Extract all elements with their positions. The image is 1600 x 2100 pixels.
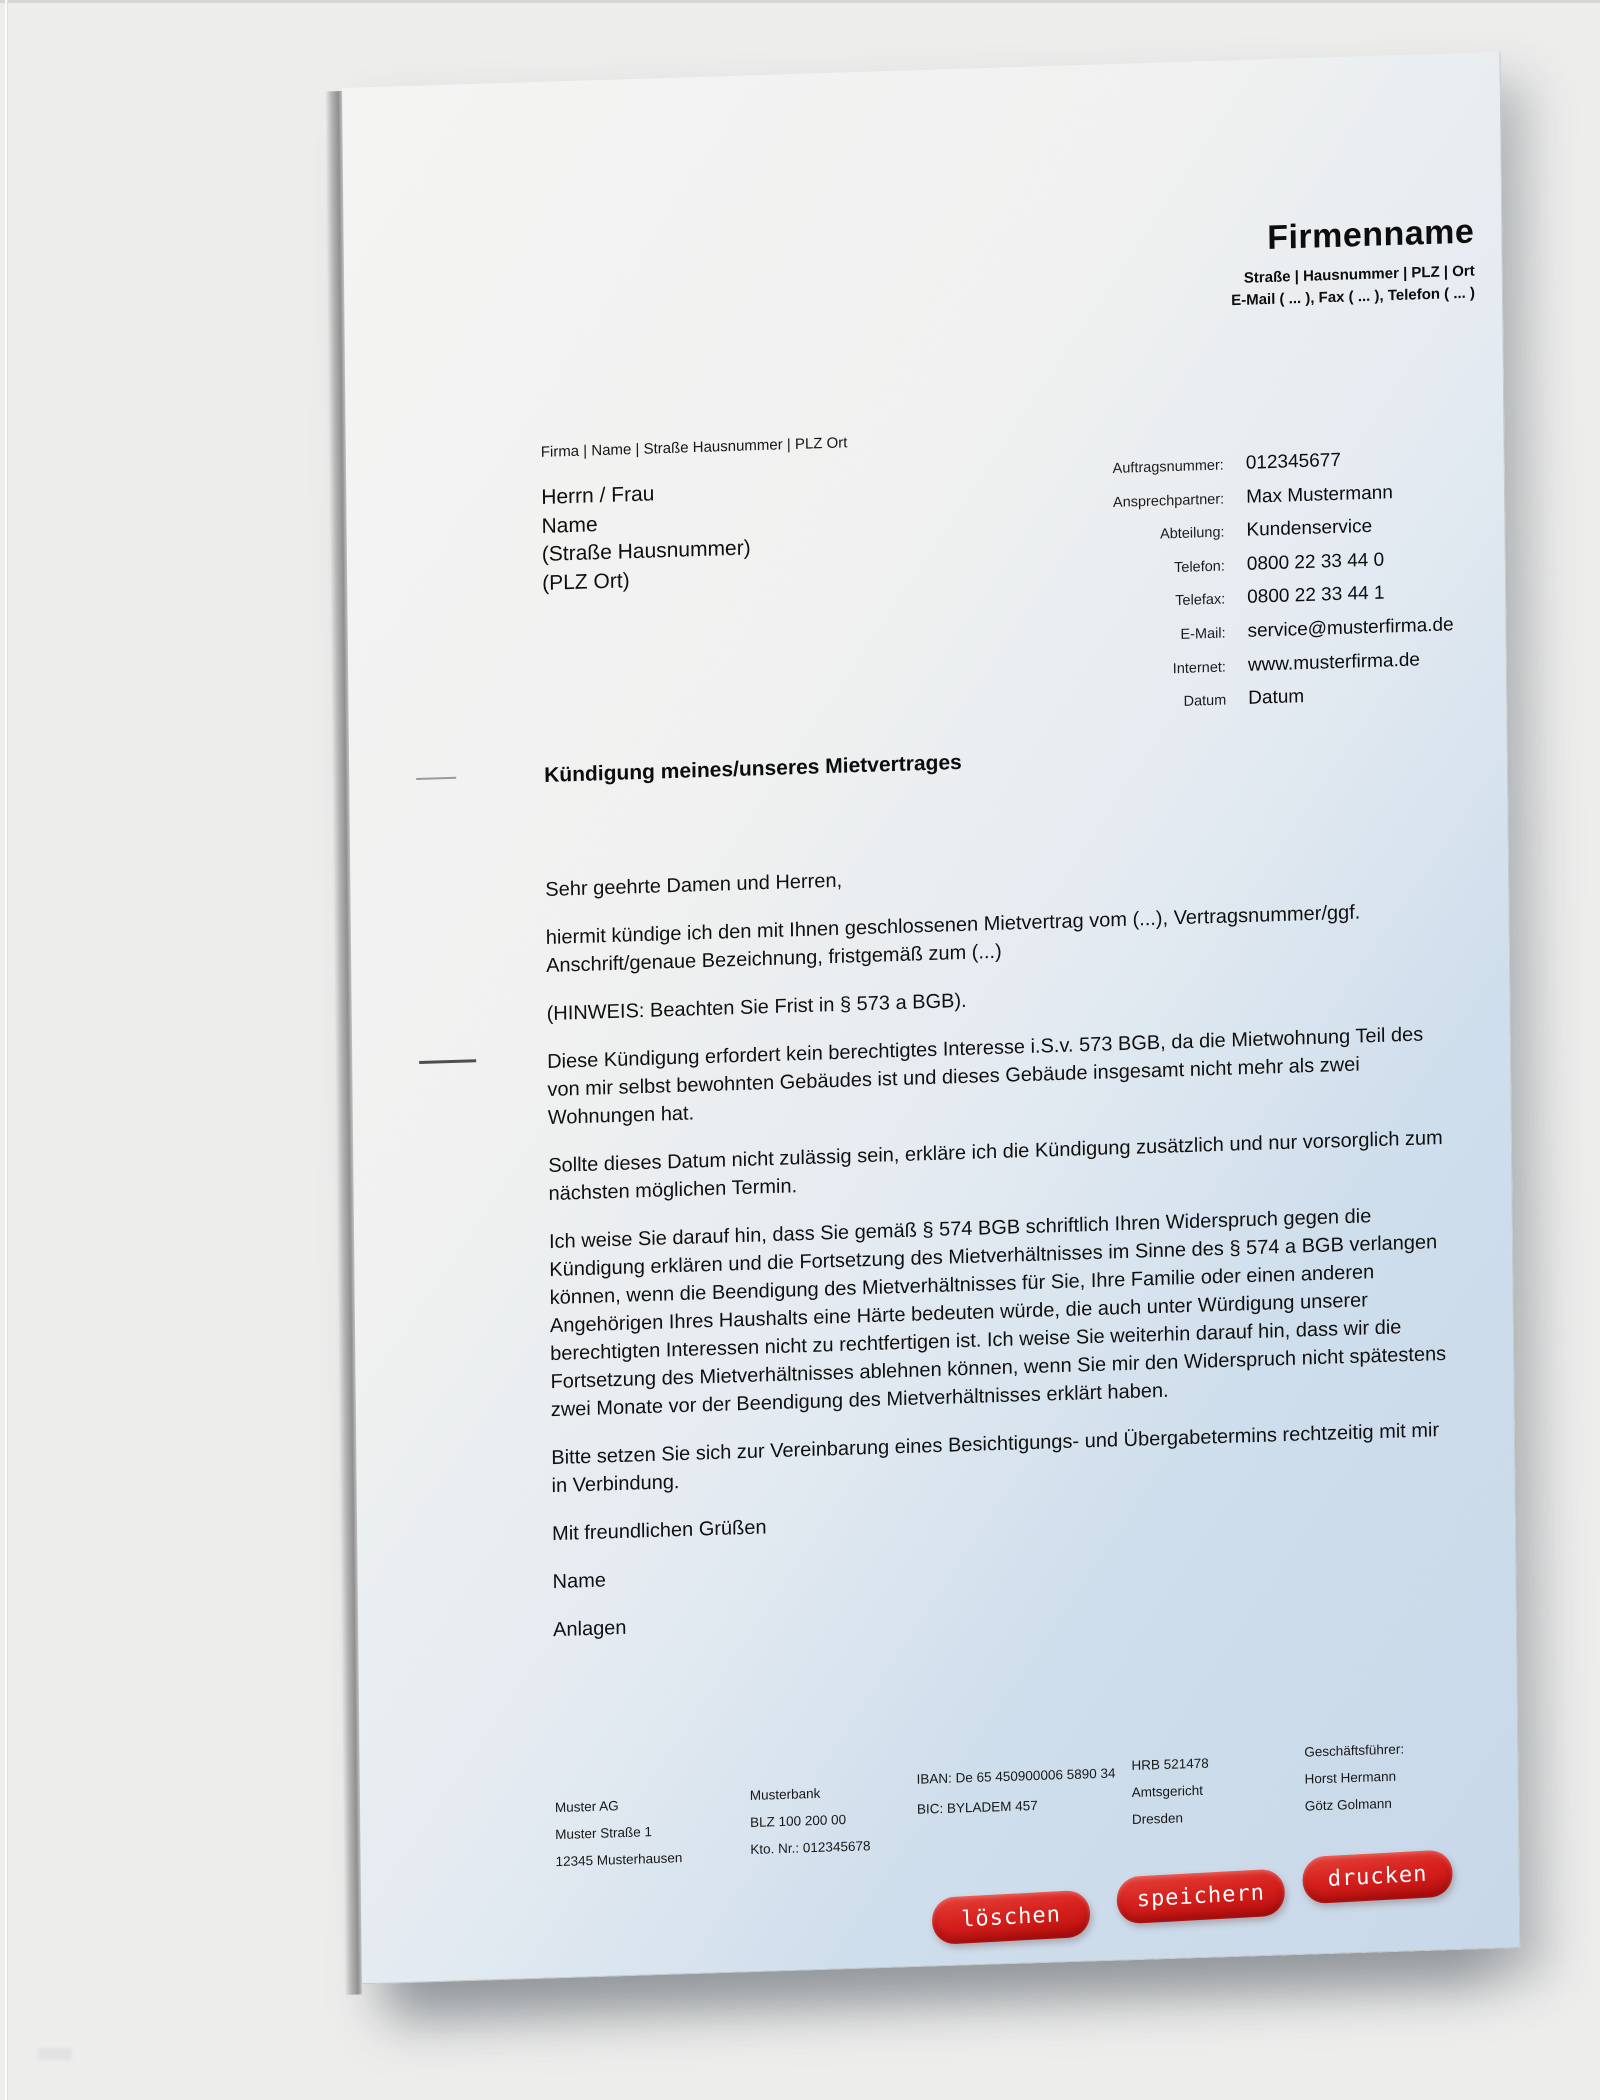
- footer-line: Amtsgericht: [1131, 1782, 1204, 1801]
- info-label: Auftragsnummer:: [1112, 457, 1224, 477]
- footer-column-company: [555, 1790, 683, 1875]
- signature-name: Name: [552, 1569, 607, 1594]
- corner-smudge: [38, 2048, 72, 2060]
- recipient-line: (PLZ Ort): [542, 568, 630, 595]
- print-button[interactable]: drucken: [1302, 1849, 1453, 1904]
- info-value: Max Mustermann: [1246, 481, 1393, 508]
- body-paragraph: Bitte setzen Sie sich zur Vereinbarung eines Besichtigungs- und Übergabetermins rechtzeitig mit mir in Verbindung.: [551, 1419, 1440, 1498]
- info-value: 0800 22 33 44 0: [1246, 549, 1385, 575]
- footer-line: Kto. Nr.: 012345678: [750, 1838, 871, 1858]
- footer-line: IBAN: De 65 450900006 5890 34: [916, 1765, 1116, 1787]
- footer-line: Horst Hermann: [1304, 1768, 1397, 1787]
- body-paragraph: Diese Kündigung erfordert kein berechtigtes Interesse i.S.v. 573 BGB, da die Mietwohnung Teil des von mir selbst bewohnten Gebäudes ist und dieses Gebäude insgesamt nicht mehr als zwei Wohnungen hat.: [547, 1023, 1424, 1130]
- body-paragraph: Ich weise Sie darauf hin, dass Sie gemäß § 574 BGB schriftlich Ihren Widerspruch gegen die Kündigung erklären und die Fortsetzung des Mietverhältnisses im Sinne des § 574 a BGB verlangen können, wenn die Beendigung des Mietverhältnisses für Sie, Ihre Familie oder einen anderen Angehörigen Ihres Haushalts eine Härte bedeuten würde, die auch unter Würdigung unserer berechtigten Interessen nicht zu rechtfertigen ist. Ich weise Sie weiterhin darauf hin, dass wir die Fortsetzung des Mietverhältnisses ablehnen können, wenn Sie mir den Widerspruch nicht spätestens zwei Monate vor der Beendigung des Mietverhältnisses erklärt haben.: [548, 1205, 1447, 1422]
- info-label: Internet:: [1172, 659, 1227, 677]
- body-paragraph: hiermit kündige ich den mit Ihnen geschlossenen Mietvertrag vom (...), Vertragsnummer/ggf. Anschrift/genaue Bezeichnung, fristgemäß zum (...): [545, 901, 1361, 978]
- body-paragraph: Sollte dieses Datum nicht zulässig sein, erkläre ich die Kündigung zusätzlich und nur vorsorglich zum nächsten möglichen Termin.: [548, 1126, 1443, 1206]
- fold-mark: [419, 1059, 476, 1064]
- screen-top-edge: [0, 0, 1600, 3]
- body-paragraph: Sehr geehrte Damen und Herren,: [545, 869, 843, 902]
- footer-line: BLZ 100 200 00: [750, 1812, 847, 1831]
- company-contact-line: E-Mail ( ... ), Fax ( ... ), Telefon ( ... ): [1231, 284, 1476, 310]
- info-value: www.musterfirma.de: [1247, 648, 1421, 676]
- footer-line: Muster AG: [554, 1798, 619, 1816]
- info-label: Datum: [1183, 692, 1227, 711]
- info-label: E-Mail:: [1180, 625, 1226, 643]
- info-label: Telefax:: [1175, 591, 1226, 610]
- info-value: 012345677: [1245, 449, 1341, 474]
- footer-line: BIC: BYLADEM 457: [916, 1797, 1038, 1817]
- enclosures-label: Anlagen: [553, 1616, 627, 1642]
- fold-mark: [416, 777, 456, 780]
- info-value: service@musterfirma.de: [1247, 614, 1454, 642]
- footer-line: 12345 Musterhausen: [555, 1850, 683, 1870]
- recipient-line: Name: [541, 512, 598, 538]
- footer-line: HRB 521478: [1131, 1755, 1209, 1774]
- info-value: Datum: [1248, 686, 1305, 709]
- footer-column-register: [1131, 1750, 1209, 1833]
- company-name: Firmenname: [1267, 212, 1475, 258]
- recipient-line: Herrn / Frau: [541, 482, 655, 509]
- sender-reference-line: Firma | Name | Straße Hausnummer | PLZ Ort: [540, 434, 848, 461]
- screen-left-edge: [5, 0, 8, 2100]
- footer-column-bank: [750, 1778, 871, 1863]
- info-label: Telefon:: [1174, 558, 1225, 576]
- company-header: [1230, 211, 1475, 313]
- subject-line: Kündigung meines/unseres Mietvertrages: [544, 750, 962, 787]
- recipient-address: [541, 477, 751, 598]
- company-address-line: Straße | Hausnummer | PLZ | Ort: [1243, 262, 1475, 287]
- footer-column-management: [1304, 1735, 1405, 1819]
- footer-line: Götz Golmann: [1304, 1795, 1392, 1814]
- save-button[interactable]: speichern: [1116, 1868, 1285, 1924]
- footer-line: Musterbank: [749, 1785, 821, 1804]
- body-paragraph: Mit freundlichen Grüßen: [551, 1516, 767, 1546]
- order-info-table: [906, 445, 1499, 732]
- footer-line: Geschäftsführer:: [1304, 1741, 1405, 1760]
- info-label: Abteilung:: [1159, 524, 1225, 543]
- body-paragraph: (HINWEIS: Beachten Sie Frist in § 573 a BGB).: [546, 989, 967, 1026]
- delete-button[interactable]: löschen: [931, 1890, 1090, 1946]
- footer-line: Dresden: [1131, 1810, 1184, 1828]
- letter-body: [545, 848, 1455, 1664]
- info-value: 0800 22 33 44 1: [1247, 582, 1385, 609]
- footer-line: Muster Straße 1: [555, 1824, 653, 1843]
- info-value: Kundenservice: [1246, 516, 1373, 541]
- recipient-line: (Straße Hausnummer): [541, 536, 751, 566]
- letter-page: [342, 52, 1520, 1985]
- page-spine-shadow: [325, 91, 362, 1994]
- info-label: Ansprechpartner:: [1112, 491, 1225, 511]
- footer-column-iban: [916, 1759, 1115, 1825]
